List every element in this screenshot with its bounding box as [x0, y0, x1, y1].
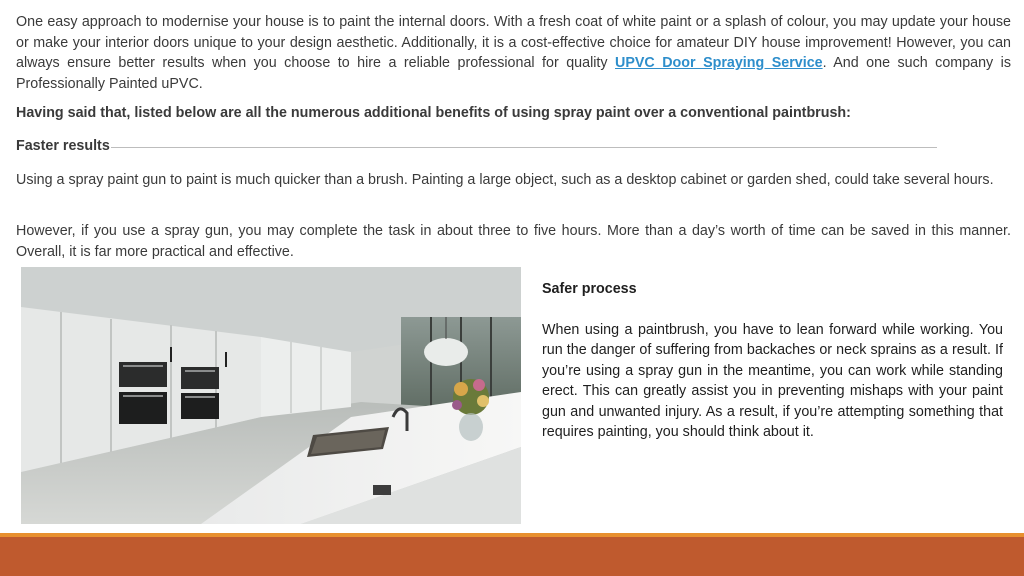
- faster-results-heading: Faster results: [16, 138, 110, 154]
- benefits-intro: Having said that, listed below are all the numerous additional benefits of using spray paint over a conventional paintbrush:: [16, 105, 851, 121]
- safer-process-paragraph: When using a paintbrush, you have to lean forward while working. You run the danger of suffering from backaches or neck sprains as a result. If you’re using a spray gun in the meantime, you can work while standing erect. This can greatly assist you in preventing mishaps with your paint gun and unwanted injury. As a result, if you’re attempting something that requires painting, you should think about it.: [542, 321, 1003, 440]
- safer-process-heading: Safer process: [542, 281, 637, 297]
- faster-results-paragraph-2: However, if you use a spray gun, you may complete the task in about three to five hours. More than a day’s worth of time can be saved in this manner. Overall, it is far more practical and effective.: [16, 223, 1011, 260]
- kitchen-photo: [21, 267, 521, 524]
- heading-divider: [111, 147, 937, 148]
- footer-bar: [0, 537, 1024, 576]
- faster-results-heading-row: [16, 136, 937, 157]
- intro-text-end: . And one such company is Professionally Painted uPVC.: [16, 55, 1011, 92]
- safer-process-section: [542, 279, 1003, 443]
- intro-paragraph: [16, 12, 1011, 94]
- intro-text: One easy approach to modernise your house is to paint the internal doors. With a fresh coat of white paint or a splash of colour, you may update your house or make your interior doors unique to your design aesthetic. Additionally, it is a cost-effective choice for amateur DIY house improvement! However, you can always ensure better results when you choose to hire a reliable professional for quality: [16, 14, 1011, 71]
- faster-results-paragraph-1: Using a spray paint gun to paint is much quicker than a brush. Painting a large object, such as a desktop cabinet or garden shed, could take several hours.: [16, 172, 994, 188]
- upvc-door-spraying-service-link[interactable]: UPVC Door Spraying Service: [615, 55, 823, 71]
